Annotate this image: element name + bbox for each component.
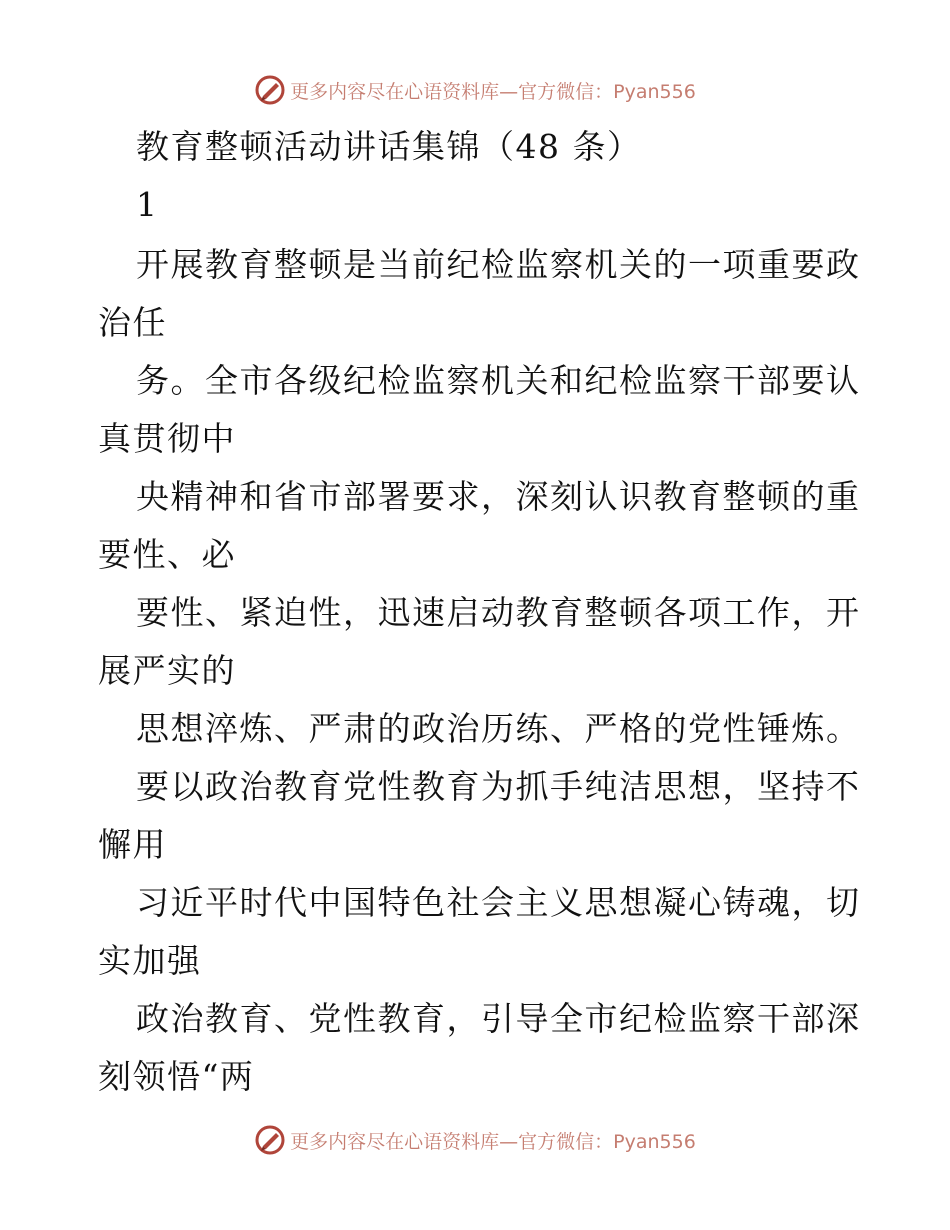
- header-watermark-banner: [0, 70, 950, 110]
- paragraph-line: 实加强: [98, 941, 202, 980]
- paragraph-line: 习近平时代中国特色社会主义思想凝心铸魂，切: [136, 883, 861, 922]
- pen-circle-logo-icon: [254, 1124, 286, 1156]
- paragraph-line: 思想淬炼、严肃的政治历练、严格的党性锤炼。: [136, 709, 861, 748]
- paragraph-line: 展严实的: [98, 651, 236, 690]
- paragraph-line: 要以政治教育党性教育为抓手纯洁思想，坚持不: [136, 767, 861, 806]
- paragraph-line: 央精神和省市部署要求，深刻认识教育整顿的重: [136, 477, 861, 516]
- paragraph-line: 开展教育整顿是当前纪检监察机关的一项重要政: [136, 245, 861, 284]
- footer-watermark-banner: [0, 1120, 950, 1160]
- pen-circle-logo-icon: [254, 74, 286, 106]
- paragraph-line: 要性、紧迫性，迅速启动教育整顿各项工作，开: [136, 593, 861, 632]
- watermark-text: 更多内容尽在心语资料库—官方微信：Pyan556: [290, 80, 696, 103]
- watermark-text: 更多内容尽在心语资料库—官方微信：Pyan556: [290, 1130, 696, 1153]
- paragraph-line: 真贯彻中: [98, 419, 236, 458]
- document-title: 教育整顿活动讲话集锦（48 条）: [136, 127, 642, 166]
- paragraph-line: 治任: [98, 303, 167, 342]
- paragraph-line: 懈用: [98, 825, 167, 864]
- paragraph-line: 刻领悟“两: [98, 1057, 255, 1096]
- paragraph-line: 要性、必: [98, 535, 236, 574]
- section-number: 1: [136, 185, 159, 224]
- paragraph-line: 务。全市各级纪检监察机关和纪检监察干部要认: [136, 361, 861, 400]
- paragraph-line: 政治教育、党性教育，引导全市纪检监察干部深: [136, 999, 861, 1038]
